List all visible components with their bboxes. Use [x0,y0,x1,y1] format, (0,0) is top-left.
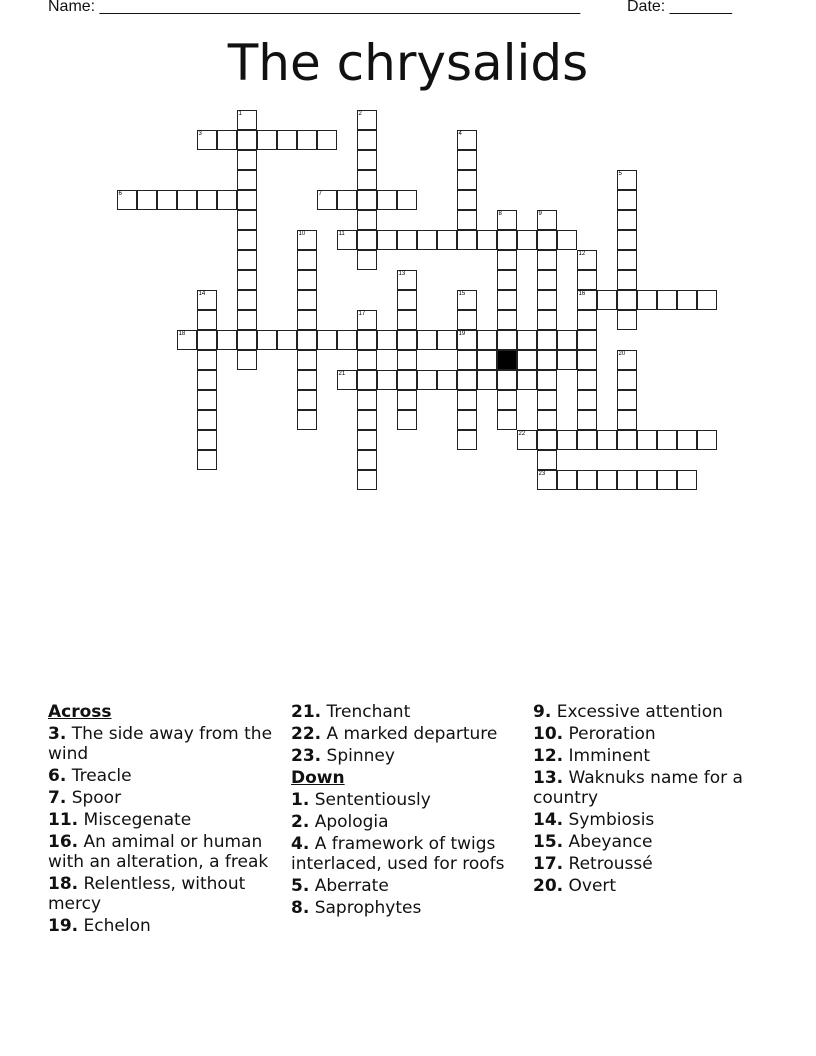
crossword-cell[interactable] [577,250,597,270]
clue-number-label: 19. [48,916,79,936]
clue-text: Trenchant [321,702,411,722]
crossword-cell[interactable] [297,130,317,150]
clue-number: 7 [318,190,322,197]
crossword-cell[interactable] [577,430,597,450]
clue-number: 20 [618,350,626,357]
crossword-cell[interactable] [677,430,697,450]
clue-number: 17 [358,310,366,317]
crossword-cell[interactable] [457,210,477,230]
page-title: The chrysalids [227,34,589,92]
crossword-cell[interactable] [457,330,477,350]
clue-text: Peroration [563,724,656,744]
clue-item [291,834,523,874]
clue-number-label: 10. [533,724,564,744]
clue-text: Spinney [321,746,395,766]
crossword-cell[interactable] [497,210,517,230]
date-field-label: Date: _______ [627,0,732,15]
clue-number: 14 [198,290,206,297]
clue-item [48,810,280,830]
clue-item [291,702,523,722]
crossword-cell[interactable] [357,190,377,210]
crossword-cell[interactable] [457,410,477,430]
crossword-cell[interactable] [357,310,377,330]
clue-text: Saprophytes [309,898,422,918]
crossword-cell[interactable] [197,430,217,450]
crossword-cell[interactable] [297,270,317,290]
clue-item [291,724,523,744]
crossword-cell[interactable] [277,330,297,350]
crossword-cell[interactable] [497,270,517,290]
crossword-cell[interactable] [377,330,397,350]
crossword-cell[interactable] [497,370,517,390]
clue-number: 1 [238,110,242,117]
crossword-cell[interactable] [317,190,337,210]
clue-item [291,790,523,810]
clue-text: A marked departure [321,724,498,744]
clue-number: 10 [298,230,306,237]
crossword-cell[interactable] [357,150,377,170]
crossword-cell[interactable] [617,190,637,210]
clue-text: Imminent [563,746,651,766]
crossword-cell[interactable] [477,230,497,250]
crossword-cell[interactable] [397,310,417,330]
crossword-cell[interactable] [437,230,457,250]
crossword-cell[interactable] [417,230,437,250]
crossword-cell[interactable] [617,230,637,250]
crossword-cell[interactable] [297,250,317,270]
crossword-cell[interactable] [477,330,497,350]
clue-number-label: 20. [533,876,564,896]
crossword-cell[interactable] [177,190,197,210]
crossword-cell[interactable] [357,430,377,450]
crossword-cell[interactable] [257,130,277,150]
clue-number: 9 [538,210,542,217]
crossword-cell[interactable] [257,330,277,350]
crossword-cell[interactable] [537,330,557,350]
clue-item [48,724,280,764]
clue-number: 13 [398,270,406,277]
clue-number: 8 [498,210,502,217]
clue-number: 5 [618,170,622,177]
clue-number-label: 22. [291,724,322,744]
crossword-cell[interactable] [577,350,597,370]
crossword-cell[interactable] [617,350,637,370]
crossword-cell[interactable] [537,410,557,430]
clue-number-label: 23. [291,746,322,766]
clue-number-label: 3. [48,724,67,744]
crossword-cell[interactable] [637,290,657,310]
crossword-cell[interactable] [377,190,397,210]
crossword-cell[interactable] [537,270,557,290]
crossword-cell[interactable] [197,370,217,390]
crossword-cell[interactable] [637,470,657,490]
crossword-cell[interactable] [617,310,637,330]
crossword-cell[interactable] [517,370,537,390]
clue-item [533,832,773,852]
crossword-cell[interactable] [197,410,217,430]
crossword-cell[interactable] [537,430,557,450]
clue-number: 12 [578,250,586,257]
crossword-cell[interactable] [297,290,317,310]
crossword-cell[interactable] [297,370,317,390]
clue-text: A framework of twigs interlaced, used for roofs [291,834,505,874]
clue-item [533,854,773,874]
clue-text: Overt [563,876,617,896]
crossword-cell[interactable] [517,350,537,370]
crossword-cell[interactable] [297,310,317,330]
crossword-cell[interactable] [457,130,477,150]
crossword-cell[interactable] [517,330,537,350]
crossword-cell[interactable] [597,430,617,450]
down-heading: Down [291,768,345,788]
crossword-cell[interactable] [197,310,217,330]
clue-number-label: 8. [291,898,310,918]
crossword-cell[interactable] [357,110,377,130]
clues-column-2 [291,702,523,920]
clue-number: 6 [118,190,122,197]
clue-text: Retroussé [563,854,653,874]
crossword-cell[interactable] [617,410,637,430]
crossword-cell[interactable] [357,390,377,410]
crossword-cell[interactable] [617,430,637,450]
clue-number-label: 16. [48,832,79,852]
crossword-cell[interactable] [197,190,217,210]
crossword-cell[interactable] [437,370,457,390]
crossword-cell[interactable] [457,150,477,170]
crossword-cell[interactable] [597,470,617,490]
clue-item [48,874,280,914]
crossword-cell[interactable] [357,330,377,350]
down-clue-list-continued [533,702,773,896]
clue-number-label: 11. [48,810,79,830]
crossword-cell[interactable] [297,390,317,410]
crossword-cell[interactable] [637,430,657,450]
crossword-cell[interactable] [557,430,577,450]
clue-item [291,876,523,896]
crossword-cell[interactable] [237,230,257,250]
clue-number-label: 14. [533,810,564,830]
crossword-cell[interactable] [537,230,557,250]
crossword-cell[interactable] [457,390,477,410]
crossword-cell[interactable] [237,150,257,170]
crossword-cell[interactable] [537,210,557,230]
clue-text: Miscegenate [78,810,192,830]
crossword-cell[interactable] [237,170,257,190]
crossword-cell[interactable] [617,290,637,310]
crossword-cell[interactable] [477,350,497,370]
clue-number-label: 12. [533,746,564,766]
crossword-cell[interactable] [337,370,357,390]
clue-text: Echelon [78,916,151,936]
crossword-cell[interactable] [617,210,637,230]
crossword-cell[interactable] [357,210,377,230]
crossword-cell[interactable] [357,230,377,250]
crossword-cell[interactable] [357,470,377,490]
crossword-cell[interactable] [497,310,517,330]
clue-item [533,724,773,744]
crossword-cell[interactable] [537,350,557,370]
crossword-cell[interactable] [577,270,597,290]
crossword-cell[interactable] [237,250,257,270]
crossword-cell[interactable] [197,350,217,370]
crossword-cell[interactable] [357,130,377,150]
clue-item [533,810,773,830]
crossword-cell[interactable] [397,410,417,430]
crossword-grid [0,0,816,520]
clue-number-label: 18. [48,874,79,894]
crossword-cell[interactable] [337,330,357,350]
crossword-cell[interactable] [417,330,437,350]
crossword-cell[interactable] [577,390,597,410]
crossword-cell[interactable] [397,230,417,250]
crossword-block [497,350,517,370]
crossword-cell[interactable] [397,370,417,390]
clue-item [48,832,280,872]
clue-number-label: 13. [533,768,564,788]
clue-item [291,746,523,766]
crossword-cell[interactable] [557,330,577,350]
crossword-cell[interactable] [297,230,317,250]
clue-number-label: 17. [533,854,564,874]
crossword-cell[interactable] [317,330,337,350]
crossword-cell[interactable] [577,310,597,330]
clue-number: 19 [458,330,466,337]
crossword-cell[interactable] [217,190,237,210]
crossword-cell[interactable] [577,290,597,310]
clue-number-label: 7. [48,788,67,808]
clue-number: 15 [458,290,466,297]
clue-number: 2 [358,110,362,117]
clue-item [533,876,773,896]
across-clue-list [48,724,280,936]
crossword-cell[interactable] [197,450,217,470]
crossword-cell[interactable] [177,330,197,350]
clue-number-label: 15. [533,832,564,852]
crossword-cell[interactable] [457,310,477,330]
clue-text: An amimal or human with an alteration, a freak [48,832,269,872]
crossword-cell[interactable] [217,130,237,150]
crossword-cell[interactable] [537,310,557,330]
clue-text: Spoor [66,788,122,808]
crossword-cell[interactable] [137,190,157,210]
crossword-cell[interactable] [337,230,357,250]
crossword-cell[interactable] [297,330,317,350]
crossword-cell[interactable] [337,190,357,210]
clue-text: Symbiosis [563,810,655,830]
clue-number-label: 5. [291,876,310,896]
clue-number: 23 [538,470,546,477]
crossword-cell[interactable] [237,110,257,130]
crossword-cell[interactable] [497,330,517,350]
clue-item [533,746,773,766]
across-heading: Across [48,702,112,722]
crossword-cell[interactable] [237,190,257,210]
crossword-cell[interactable] [397,390,417,410]
crossword-cell[interactable] [617,170,637,190]
crossword-cell[interactable] [237,130,257,150]
crossword-cell[interactable] [457,170,477,190]
crossword-cell[interactable] [537,290,557,310]
crossword-cell[interactable] [217,330,237,350]
crossword-cell[interactable] [197,290,217,310]
crossword-cell[interactable] [357,410,377,430]
crossword-cell[interactable] [497,410,517,430]
crossword-cell[interactable] [457,350,477,370]
crossword-cell[interactable] [537,370,557,390]
clue-text: Relentless, without mercy [48,874,246,914]
crossword-cell[interactable] [617,390,637,410]
crossword-cell[interactable] [477,370,497,390]
clue-item [291,898,523,918]
crossword-cell[interactable] [577,370,597,390]
clue-text: Excessive attention [551,702,723,722]
crossword-cell[interactable] [237,350,257,370]
crossword-cell[interactable] [677,470,697,490]
crossword-cell[interactable] [457,230,477,250]
crossword-cell[interactable] [357,250,377,270]
crossword-cell[interactable] [237,330,257,350]
crossword-cell[interactable] [397,290,417,310]
crossword-cell[interactable] [557,470,577,490]
crossword-cell[interactable] [117,190,137,210]
crossword-cell[interactable] [517,230,537,250]
crossword-cell[interactable] [657,470,677,490]
crossword-cell[interactable] [657,290,677,310]
crossword-cell[interactable] [297,410,317,430]
crossword-cell[interactable] [237,310,257,330]
crossword-cell[interactable] [237,210,257,230]
clue-number-label: 1. [291,790,310,810]
clue-number: 3 [198,130,202,137]
crossword-cell[interactable] [497,230,517,250]
crossword-cell[interactable] [457,370,477,390]
crossword-cell[interactable] [357,350,377,370]
crossword-cell[interactable] [457,190,477,210]
clue-number-label: 6. [48,766,67,786]
crossword-cell[interactable] [697,290,717,310]
crossword-cell[interactable] [537,470,557,490]
crossword-cell[interactable] [357,450,377,470]
crossword-cell[interactable] [417,370,437,390]
crossword-cell[interactable] [577,330,597,350]
clue-item [48,916,280,936]
clue-text: Sententiously [309,790,431,810]
crossword-cell[interactable] [497,250,517,270]
crossword-cell[interactable] [397,330,417,350]
crossword-cell[interactable] [617,370,637,390]
clue-number: 4 [458,130,462,137]
crossword-cell[interactable] [457,290,477,310]
clue-item [48,766,280,786]
crossword-cell[interactable] [297,350,317,370]
crossword-cell[interactable] [617,250,637,270]
crossword-cell[interactable] [497,290,517,310]
crossword-cell[interactable] [377,230,397,250]
clue-text: Apologia [309,812,389,832]
clue-text: The side away from the wind [48,724,273,764]
crossword-cell[interactable] [617,470,637,490]
crossword-cell[interactable] [397,270,417,290]
crossword-cell[interactable] [357,170,377,190]
clue-number-label: 9. [533,702,552,722]
crossword-cell[interactable] [557,230,577,250]
crossword-cell[interactable] [577,410,597,430]
crossword-cell[interactable] [657,430,677,450]
crossword-cell[interactable] [157,190,177,210]
crossword-cell[interactable] [397,350,417,370]
clues-column-1 [48,702,280,938]
crossword-cell[interactable] [497,390,517,410]
clue-text: Aberrate [309,876,389,896]
crossword-cell[interactable] [437,330,457,350]
crossword-cell[interactable] [617,270,637,290]
crossword-cell[interactable] [237,290,257,310]
clue-number: 18 [178,330,186,337]
clue-number: 21 [338,370,346,377]
clue-number: 22 [518,430,526,437]
crossword-cell[interactable] [397,190,417,210]
across-clue-list-continued [291,702,523,766]
crossword-cell[interactable] [317,130,337,150]
crossword-cell[interactable] [197,390,217,410]
clue-item [48,788,280,808]
crossword-cell[interactable] [697,430,717,450]
clue-number-label: 21. [291,702,322,722]
clue-text: Treacle [66,766,132,786]
crossword-cell[interactable] [277,130,297,150]
clue-item [533,768,773,808]
name-field-label: Name: ______________________________________________________ [48,0,581,15]
clue-number-label: 4. [291,834,310,854]
clue-item [291,812,523,832]
clue-text: Abeyance [563,832,653,852]
clue-number: 11 [338,230,345,237]
crossword-cell[interactable] [517,430,537,450]
crossword-cell[interactable] [597,290,617,310]
crossword-cell[interactable] [457,430,477,450]
crossword-cell[interactable] [237,270,257,290]
crossword-cell[interactable] [357,370,377,390]
crossword-cell[interactable] [577,470,597,490]
clue-number-label: 2. [291,812,310,832]
crossword-cell[interactable] [537,250,557,270]
crossword-cell[interactable] [557,350,577,370]
crossword-cell[interactable] [677,290,697,310]
clues-column-3 [533,702,773,898]
crossword-cell[interactable] [197,330,217,350]
crossword-cell[interactable] [537,390,557,410]
crossword-cell[interactable] [197,130,217,150]
crossword-cell[interactable] [377,370,397,390]
down-clue-list [291,790,523,918]
clue-item [533,702,773,722]
clue-text: Waknuks name for a country [533,768,743,808]
clue-number: 16 [578,290,586,297]
crossword-cell[interactable] [537,450,557,470]
